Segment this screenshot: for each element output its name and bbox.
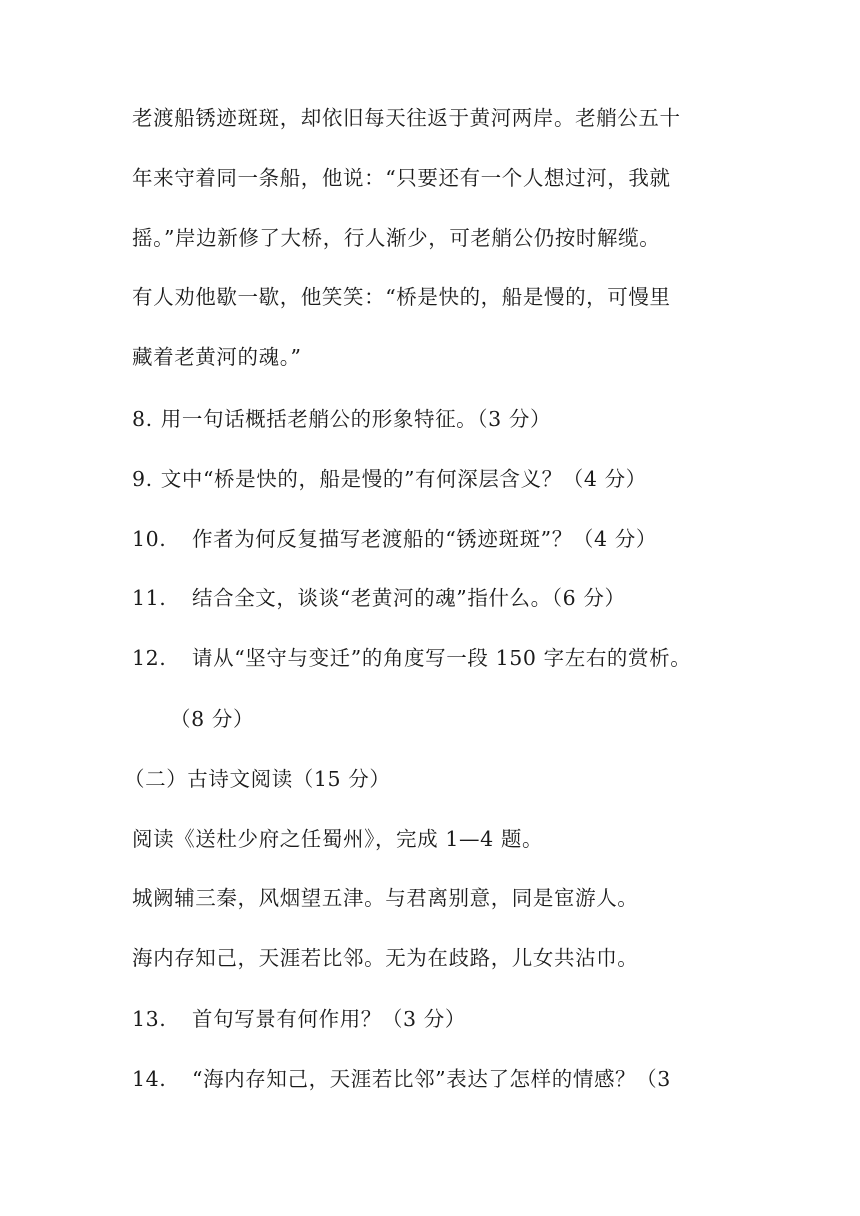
question-number: 13. <box>132 1007 167 1031</box>
question-text: 首句写景有何作用？（3 分） <box>192 1007 466 1031</box>
question-14 <box>132 1064 742 1094</box>
question-12 <box>132 643 742 673</box>
section-instruction: 阅读《送杜少府之任蜀州》，完成 1—4 题。 <box>132 827 544 851</box>
question-text: 用一句话概括老艄公的形象特征。（3 分） <box>160 407 552 431</box>
passage-line-2: 年来守着同一条船，他说：“只要还有一个人想过河，我就 <box>132 166 671 190</box>
question-11 <box>132 583 742 613</box>
passage-line-4: 有人劝他歇一歇，他笑笑：“桥是快的，船是慢的，可慢里 <box>132 285 671 309</box>
question-number: 9. <box>132 467 153 491</box>
question-9 <box>132 464 742 494</box>
section-heading: （二）古诗文阅读（15 分） <box>124 767 391 791</box>
question-number: 10. <box>132 527 167 551</box>
passage-line-5: 藏着老黄河的魂。” <box>132 345 302 369</box>
question-number: 12. <box>132 646 167 670</box>
poem-line-1: 城阙辅三秦，风烟望五津。与君离别意，同是宦游人。 <box>132 886 639 910</box>
question-10 <box>132 524 742 554</box>
question-8 <box>132 404 742 434</box>
question-text: 文中“桥是快的，船是慢的”有何深层含义？（4 分） <box>160 467 647 491</box>
question-12-continuation: （8 分） <box>170 707 255 731</box>
passage-line-1: 老渡船锈迹斑斑，却依旧每天往返于黄河两岸。老艄公五十 <box>132 106 681 130</box>
question-number: 8. <box>132 407 153 431</box>
question-text: 结合全文，谈谈“老黄河的魂”指什么。（6 分） <box>192 586 626 610</box>
question-text: 作者为何反复描写老渡船的“锈迹斑斑”？（4 分） <box>192 527 657 551</box>
question-text: 请从“坚守与变迁”的角度写一段 150 字左右的赏析。 <box>192 646 692 670</box>
question-number: 11. <box>132 586 167 610</box>
passage-line-3: 摇。”岸边新修了大桥，行人渐少，可老艄公仍按时解缆。 <box>132 226 661 250</box>
question-text: “海内存知己，天涯若比邻”表达了怎样的情感？（3 <box>192 1067 671 1091</box>
question-13 <box>132 1004 742 1034</box>
poem-line-2: 海内存知己，天涯若比邻。无为在歧路，儿女共沾巾。 <box>132 946 639 970</box>
question-number: 14. <box>132 1067 167 1091</box>
